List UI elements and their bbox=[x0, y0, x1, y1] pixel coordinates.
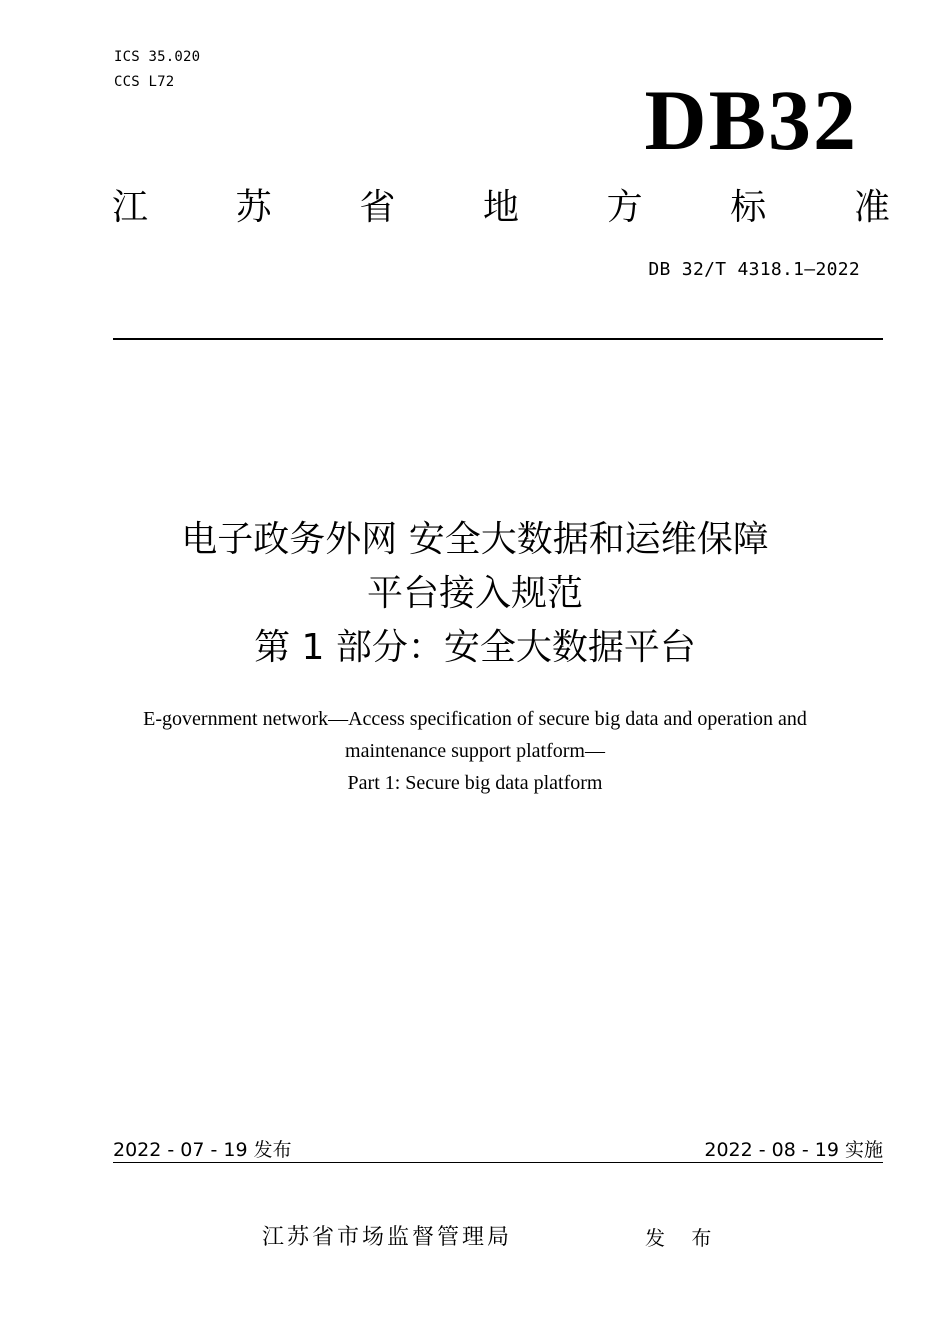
standard-type-char: 苏 bbox=[235, 187, 272, 228]
title-cn-line-1: 电子政务外网 安全大数据和运维保障 bbox=[181, 519, 769, 560]
standard-type-char: 标 bbox=[730, 187, 767, 228]
standard-logo: DB32 bbox=[644, 72, 858, 168]
ics-code: ICS 35.020 bbox=[114, 49, 201, 65]
standard-type-char: 准 bbox=[853, 187, 890, 228]
standard-type-char: 省 bbox=[359, 187, 396, 228]
standard-number: DB 32/T 4318.1—2022 bbox=[648, 259, 860, 280]
publish-label: 发 布 bbox=[645, 1226, 722, 1250]
title-en-line-1: E-government network—Access specification of secure big data and operation and bbox=[143, 708, 807, 730]
title-en-line-3: Part 1: Secure big data platform bbox=[347, 772, 603, 794]
title-en-line-2: maintenance support platform— bbox=[345, 740, 605, 762]
standard-type-char: 地 bbox=[482, 187, 519, 228]
standard-type-char: 江 bbox=[112, 187, 149, 228]
date-divider bbox=[113, 1162, 883, 1163]
issue-date: 2022 - 07 - 19 发布 bbox=[113, 1139, 292, 1161]
title-cn-line-2: 平台接入规范 bbox=[366, 573, 583, 614]
standard-type-char: 方 bbox=[606, 187, 643, 228]
publisher-name: 江苏省市场监督管理局 bbox=[262, 1225, 513, 1250]
title-cn-line-3: 第 1 部分：安全大数据平台 bbox=[254, 627, 696, 668]
implementation-date: 2022 - 08 - 19 实施 bbox=[704, 1139, 883, 1161]
standard-type bbox=[112, 184, 890, 232]
header-divider bbox=[113, 338, 883, 340]
ccs-code: CCS L72 bbox=[114, 74, 175, 90]
